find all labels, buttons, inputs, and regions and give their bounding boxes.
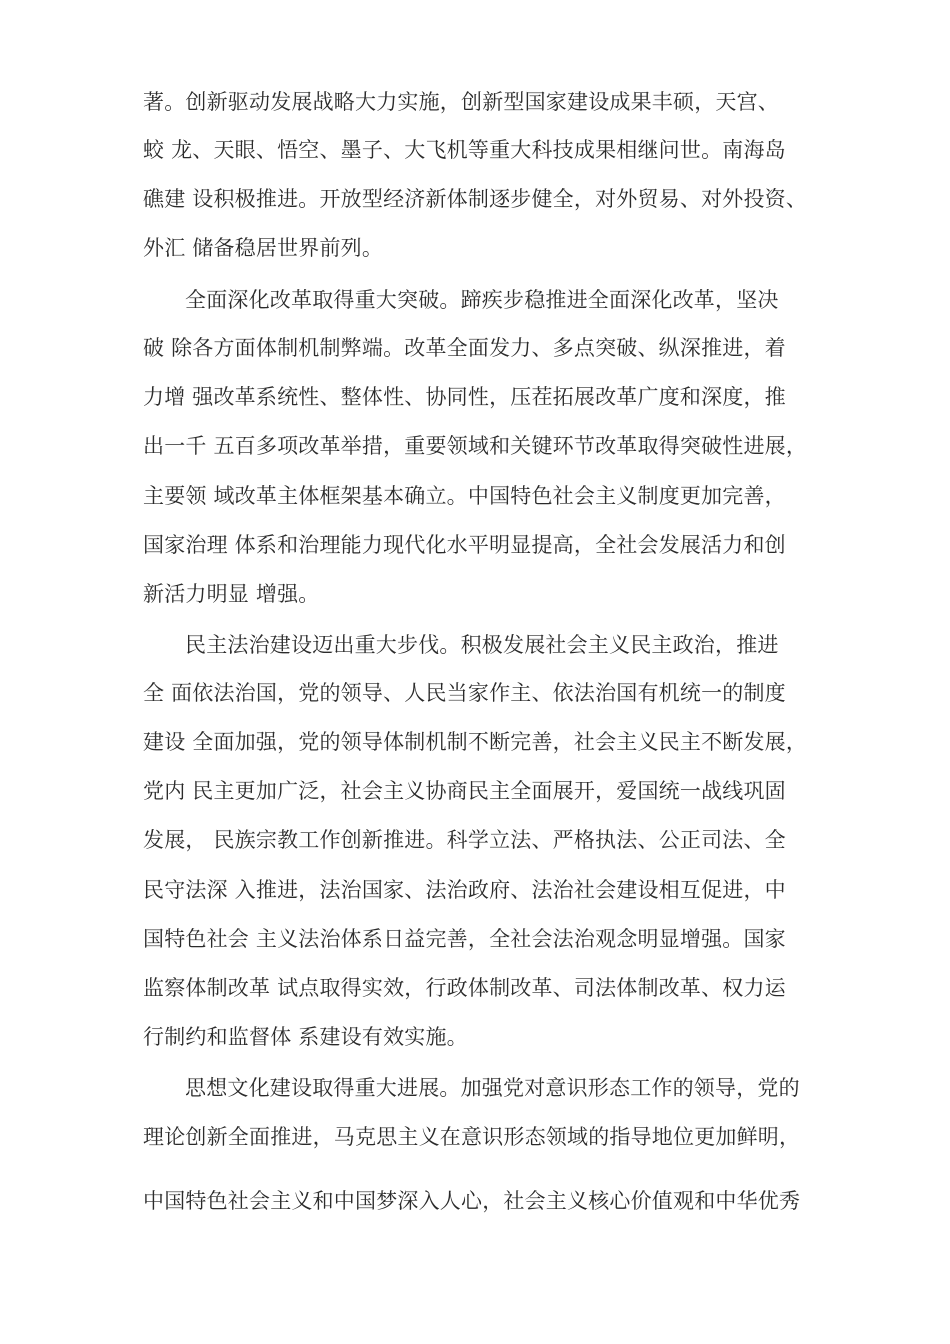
text-line: 全 面依法治国，党的领导、人民当家作主、依法治国有机统一的制度 bbox=[143, 681, 786, 705]
text-line: 理论创新全面推进，马克思主义在意识形态领域的指导地位更加鲜明， bbox=[143, 1125, 801, 1149]
text-line: 著。创新驱动发展战略大力实施，创新型国家建设成果丰硕，天宫、 bbox=[143, 90, 779, 114]
text-line: 国家治理 体系和治理能力现代化水平明显提高，全社会发展活力和创 bbox=[143, 533, 786, 557]
paragraph-first-line: 全面深化改革取得重大突破。蹄疾步稳推进全面深化改革，坚决 bbox=[185, 288, 779, 312]
text-line: 礁建 设积极推进。开放型经济新体制逐步健全，对外贸易、对外投资、 bbox=[143, 187, 808, 211]
text-line: 破 除各方面体制机制弊端。改革全面发力、多点突破、纵深推进，着 bbox=[143, 336, 786, 360]
text-line: 建设 全面加强，党的领导体制机制不断完善，社会主义民主不断发展， bbox=[143, 730, 808, 754]
paragraph-first-line: 民主法治建设迈出重大步伐。积极发展社会主义民主政治，推进 bbox=[185, 633, 779, 657]
text-line: 蛟 龙、天眼、悟空、墨子、大飞机等重大科技成果相继问世。南海岛 bbox=[143, 138, 786, 162]
text-line: 监察体制改革 试点取得实效，行政体制改革、司法体制改革、权力运 bbox=[143, 976, 786, 1000]
text-line: 力增 强改革系统性、整体性、协同性，压茬拓展改革广度和深度，推 bbox=[143, 385, 786, 409]
text-line: 外汇 储备稳居世界前列。 bbox=[143, 236, 384, 260]
text-line: 党内 民主更加广泛，社会主义协商民主全面展开，爱国统一战线巩固 bbox=[143, 779, 786, 803]
paragraph-first-line: 思想文化建设取得重大进展。加强党对意识形态工作的领导，党的 bbox=[185, 1076, 800, 1100]
text-line: 行制约和监督体 系建设有效实施。 bbox=[143, 1025, 468, 1049]
text-line: 发展， 民族宗教工作创新推进。科学立法、严格执法、公正司法、全 bbox=[143, 828, 786, 852]
text-line: 民守法深 入推进，法治国家、法治政府、法治社会建设相互促进，中 bbox=[143, 878, 786, 902]
text-line: 出一千 五百多项改革举措，重要领域和关键环节改革取得突破性进展， bbox=[143, 434, 808, 458]
text-line: 新活力明显 增强。 bbox=[143, 582, 320, 606]
text-line: 中国特色社会主义和中国梦深入人心，社会主义核心价值观和中华优秀 bbox=[143, 1189, 801, 1213]
text-line: 国特色社会 主义法治体系日益完善，全社会法治观念明显增强。国家 bbox=[143, 927, 786, 951]
text-line: 主要领 域改革主体框架基本确立。中国特色社会主义制度更加完善， bbox=[143, 484, 786, 508]
